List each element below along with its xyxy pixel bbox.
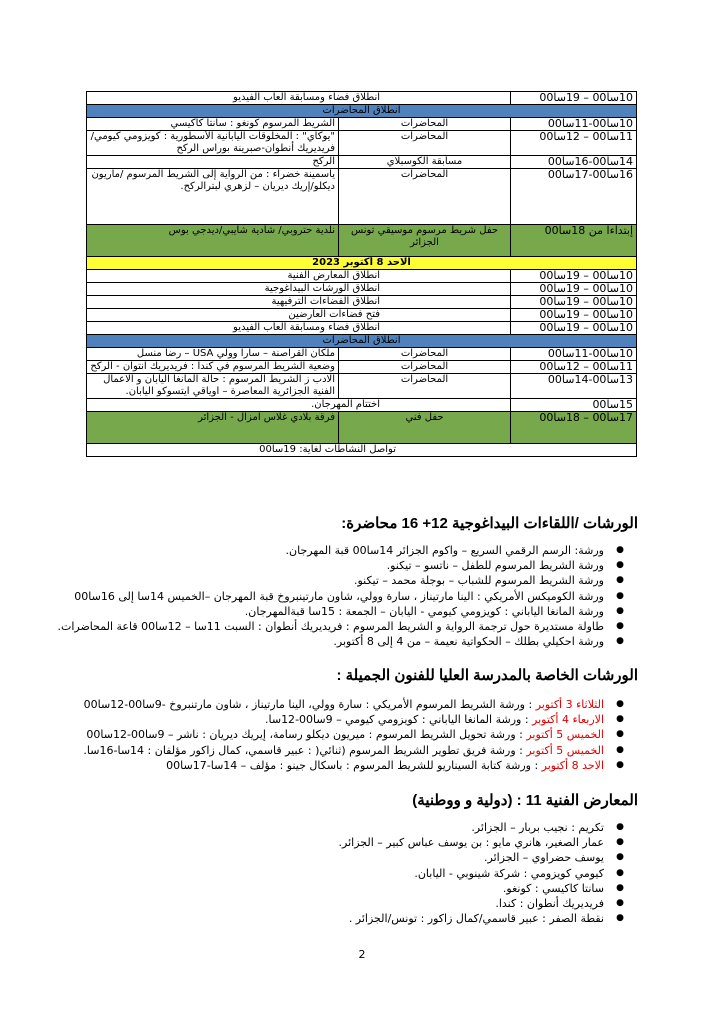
activity-cell: الشريط المرسوم كونغو : سانتا كاكيسي bbox=[87, 118, 339, 131]
bullet-icon: ● bbox=[616, 575, 624, 586]
activity-cell: الركح bbox=[87, 156, 339, 169]
time-cell: 10سا00 – 19سا00 bbox=[511, 309, 637, 322]
time-cell: 10سا00-11سا00 bbox=[511, 348, 637, 361]
bullet-icon: ● bbox=[616, 545, 624, 555]
type-cell: مسابقة الكوسبلاي bbox=[339, 156, 511, 169]
activity-cell: انطلاق المعارض الفنية bbox=[87, 270, 511, 283]
exhibitions-section bbox=[78, 792, 638, 926]
time-cell: 11سا00 – 12سا00 bbox=[511, 361, 637, 374]
exhibitions-heading: المعارض الفنية 11 : (دولية و ووطنية) bbox=[412, 792, 638, 809]
type-cell: المحاضرات bbox=[339, 348, 511, 361]
list-item bbox=[78, 697, 624, 712]
item-text: يوسف حضراوي – الجزائر. bbox=[484, 851, 604, 865]
time-cell: 13سا00-14سا00 bbox=[511, 374, 637, 399]
activity-cell: ملكان القراصنة – سارا وولي USA – رضا منسل bbox=[87, 348, 339, 361]
schedule-row bbox=[87, 444, 637, 457]
exhibitions-list bbox=[78, 820, 638, 926]
item-text: فريديريك أنطوان : كندا. bbox=[495, 897, 604, 911]
item-text: ورشة الشريط المرسوم للطفل – ناتسو – تيكنو. bbox=[386, 559, 604, 573]
day-header: الاحد 8 أكتوبر 2023 bbox=[87, 257, 637, 270]
bullet-icon: ● bbox=[616, 837, 624, 848]
item-text: سانتا كاكيسي : كونغو. bbox=[502, 881, 604, 895]
list-item bbox=[78, 743, 624, 758]
time-cell: إبتداءا من 18سا00 bbox=[511, 225, 637, 257]
bullet-icon: ● bbox=[616, 605, 624, 616]
activity-cell: الادب ز الشريط المرسوم : حالة المانغا اليابان و الاعمال الفنية الجزائرية المعاصرة – اوياقي ايتسوكو اليابان. bbox=[87, 374, 339, 399]
activity-cell: فرقة بلادي غلاس امزال - الجزائر bbox=[87, 412, 339, 444]
item-text: ورشة المانغا الياباني : كويزومي كيومي - اليابان – الجمعة : 15سا قبةالمهرجان. bbox=[244, 604, 604, 618]
item-text: ورشة الكوميكس الأمريكي : الينا مارتيناز ، سارة وولي، شاون مارتينبروخ قبة المهرجان –الخميس 14سا إلى 16سا00 bbox=[74, 589, 604, 603]
activity-cell: ياسمينة خضراء : من الرواية إلى الشريط المرسوم /ماريون ديكلو/إريك ديريان – لزهري لبترالركح. bbox=[87, 169, 339, 225]
time-cell: 10سا00 – 19سا00 bbox=[511, 283, 637, 296]
schedule-row bbox=[87, 361, 637, 374]
fineart-list bbox=[78, 697, 638, 773]
time-cell: 14سا00-16سا00 bbox=[511, 156, 637, 169]
date-label: الاحد 8 أكتوبر bbox=[541, 758, 604, 772]
item-text: كيومي كويزومي : شركة شينوبي - اليابان. bbox=[414, 866, 604, 880]
list-item bbox=[78, 543, 624, 558]
bullet-icon: ● bbox=[616, 636, 624, 647]
list-item bbox=[78, 820, 624, 835]
item-text: طاولة مستديرة حول ترجمة الرواية و الشريط المرسوم : فريديريك أنطوان : السبت 11سا – 12سا00 قاعة المحاضرات. bbox=[57, 620, 604, 634]
schedule-row bbox=[87, 283, 637, 296]
bullet-icon: ● bbox=[616, 822, 624, 832]
fineart-heading: الورشات الخاصة بالمدرسة العليا للفنون الجميلة : bbox=[336, 667, 638, 684]
activity-cell: انطلاق فضاء ومسابقة ألعاب الفيديو bbox=[87, 322, 511, 335]
time-cell: 10سا00 – 19سا00 bbox=[511, 270, 637, 283]
bullet-icon: ● bbox=[616, 867, 624, 878]
schedule-row bbox=[87, 92, 637, 105]
time-cell: 15سا00 bbox=[511, 399, 637, 412]
activity-cell: انطلاق فضاء ومسابقة ألعاب الفيديو bbox=[87, 92, 511, 105]
item-text: ورشة احكيلي بطلك – الحكواتية نعيمة – من 4 إلى 8 أكتوبر. bbox=[333, 635, 604, 649]
workshops-list bbox=[57, 543, 638, 649]
schedule-row bbox=[87, 374, 637, 399]
time-cell: 10سا00 – 19سا00 bbox=[511, 92, 637, 105]
schedule-row bbox=[87, 296, 637, 309]
item-text: : ورشة كتابة السيناريو للشريط المرسوم : باسكال جينو : مؤلف – 14سا-17سا00 bbox=[166, 758, 542, 772]
bullet-icon: ● bbox=[616, 560, 624, 571]
item-text: : ورشة فريق تطوير الشريط المرسوم (ثنائي( : عبير قاسمي، كمال زاكور مؤلفان : 14سا-16سا. bbox=[83, 743, 527, 757]
bullet-icon: ● bbox=[616, 913, 624, 924]
list-item bbox=[78, 604, 624, 619]
activity-cell: وضعية الشريط المرسوم في كندا : فريديريك انتوان - الركح bbox=[87, 361, 339, 374]
schedule-row bbox=[87, 412, 637, 444]
type-cell: المحاضرات bbox=[339, 374, 511, 399]
schedule-row bbox=[87, 270, 637, 283]
section-header: انطلاق المحاضرات bbox=[87, 105, 637, 118]
bullet-icon: ● bbox=[616, 882, 624, 893]
date-label: الاربعاء 4 أكتوبر bbox=[532, 713, 604, 727]
bullet-icon: ● bbox=[616, 852, 624, 863]
list-item bbox=[57, 619, 624, 634]
list-item bbox=[78, 712, 624, 727]
list-item bbox=[78, 881, 624, 896]
schedule-row bbox=[87, 399, 637, 412]
time-cell: 17سا00 – 18سا00 bbox=[511, 412, 637, 444]
list-item bbox=[78, 896, 624, 911]
activity-cell: "يوكاي" : المخلوقات اليابانية الأسطورية : كويزومي كيومي/فريديريك أنطوان-صبرينة بوراس الركح bbox=[87, 131, 339, 156]
footer-note: تواصل النشاطات لغاية: 19سا00 bbox=[87, 444, 637, 457]
bullet-icon: ● bbox=[616, 898, 624, 909]
item-text: عمار الصغير، هانري مايو : بن يوسف عباس كبير – الجزائر. bbox=[338, 836, 604, 850]
type-cell: المحاضرات bbox=[339, 118, 511, 131]
item-text: ورشة: الرسم الرقمي السريع – واكوم الجزائر 14سا00 قبة المهرجان. bbox=[285, 544, 604, 557]
date-label: الثلاثاء 3 أكتوبر bbox=[535, 698, 604, 711]
date-label: الخميس 5 أكتوبر bbox=[526, 743, 604, 757]
list-item bbox=[78, 573, 624, 588]
activity-cell: انطلاق الورشات البيداغوجية bbox=[87, 283, 511, 296]
type-cell: حفل شريط مرسوم موسيقي تونس الجزائر bbox=[339, 225, 511, 257]
schedule-row bbox=[87, 131, 637, 156]
bullet-icon: ● bbox=[616, 729, 624, 740]
schedule-table bbox=[86, 91, 637, 457]
list-item bbox=[78, 850, 624, 865]
schedule-row bbox=[87, 105, 637, 118]
bullet-icon: ● bbox=[616, 699, 624, 709]
list-item bbox=[74, 589, 624, 604]
bullet-icon: ● bbox=[616, 590, 624, 601]
schedule-row bbox=[87, 118, 637, 131]
item-text: نقطة الصفر : عبير قاسمي/كمال زاكور : تونس/الجزائر . bbox=[348, 912, 604, 926]
activity-cell: اختتام المهرجان. bbox=[87, 399, 511, 412]
type-cell: المحاضرات bbox=[339, 131, 511, 156]
list-item bbox=[78, 758, 624, 773]
schedule-row bbox=[87, 156, 637, 169]
schedule-row bbox=[87, 322, 637, 335]
date-label: الخميس 5 أكتوبر bbox=[526, 728, 604, 742]
section-header: انطلاق المحاضرات bbox=[87, 335, 637, 348]
schedule-row bbox=[87, 309, 637, 322]
schedule-row bbox=[87, 169, 637, 225]
type-cell: حفل فني bbox=[339, 412, 511, 444]
item-text: ورشة الشريط المرسوم للشباب – بوجلة محمد – تيكنو. bbox=[353, 574, 604, 588]
list-item bbox=[78, 727, 624, 742]
bullet-icon: ● bbox=[616, 714, 624, 725]
workshops-section bbox=[57, 515, 638, 649]
list-item bbox=[78, 558, 624, 573]
list-item bbox=[78, 911, 624, 926]
time-cell: 16سا00-17سا00 bbox=[511, 169, 637, 225]
schedule-row bbox=[87, 225, 637, 257]
activity-cell: انطلاق الفضاءات الترفيهية bbox=[87, 296, 511, 309]
item-text: تكريم : نجيب بربار – الجزائر. bbox=[471, 821, 604, 834]
bullet-icon: ● bbox=[616, 621, 624, 632]
list-item bbox=[78, 835, 624, 850]
activity-cell: نلدية حتروبي/ شادية شايبي/ديدجي بوس bbox=[87, 225, 339, 257]
item-text: : ورشة الشريط المرسوم الأمريكي : سارة وولي، الينا مارتيناز ، شاون مارتنبروخ -9سا00-12سا00 bbox=[83, 698, 536, 711]
workshops-heading: الورشات /اللقاءات البيداغوجية 12+ 16 محاضرة: bbox=[341, 515, 638, 532]
page-number: 2 bbox=[358, 948, 366, 961]
type-cell: المحاضرات bbox=[339, 169, 511, 225]
type-cell: المحاضرات bbox=[339, 361, 511, 374]
item-text: : ورشة المانغا الياباني : كويزومي كيومي – 9سا00-12سا. bbox=[264, 713, 533, 727]
time-cell: 11سا00 – 12سا00 bbox=[511, 131, 637, 156]
activity-cell: فتح فضاءات العارضين bbox=[87, 309, 511, 322]
fineart-section bbox=[78, 667, 638, 773]
schedule-row bbox=[87, 348, 637, 361]
time-cell: 10سا00 – 19سا00 bbox=[511, 322, 637, 335]
bullet-icon: ● bbox=[616, 759, 624, 770]
item-text: : ورشة تحويل الشريط المرسوم : ميريون ديكلو رسامة، إيريك ديريان : ناشر – 9سا00-12سا00 bbox=[86, 728, 527, 742]
time-cell: 10سا00-11سا00 bbox=[511, 118, 637, 131]
list-item bbox=[78, 634, 624, 649]
schedule-row bbox=[87, 335, 637, 348]
list-item bbox=[78, 866, 624, 881]
schedule-row bbox=[87, 257, 637, 270]
bullet-icon: ● bbox=[616, 744, 624, 755]
time-cell: 10سا00 – 19سا00 bbox=[511, 296, 637, 309]
